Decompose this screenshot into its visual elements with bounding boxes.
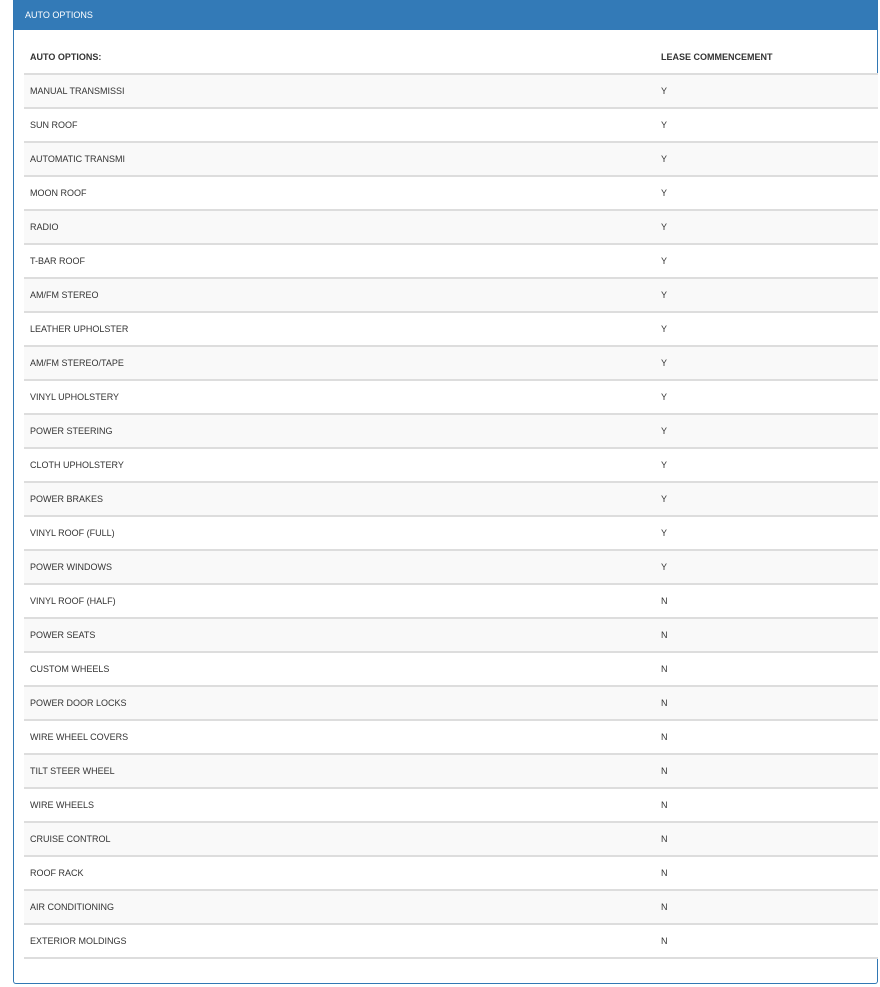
table-row: [24, 924, 878, 958]
table-row: [24, 244, 878, 278]
lease-commencement-cell: N: [655, 584, 878, 618]
lease-commencement-cell: N: [655, 822, 878, 856]
lease-commencement-cell: Y: [655, 108, 878, 142]
option-name-cell: POWER WINDOWS: [24, 550, 655, 584]
table-row: [24, 584, 878, 618]
lease-commencement-cell: N: [655, 856, 878, 890]
lease-commencement-cell: N: [655, 720, 878, 754]
lease-commencement-cell: N: [655, 754, 878, 788]
table-row: [24, 686, 878, 720]
option-name-cell: AM/FM STEREO: [24, 278, 655, 312]
lease-commencement-cell: Y: [655, 74, 878, 108]
table-row: [24, 618, 878, 652]
table-row: [24, 74, 878, 108]
table-row: [24, 142, 878, 176]
lease-commencement-cell: Y: [655, 142, 878, 176]
lease-commencement-cell: Y: [655, 312, 878, 346]
option-name-cell: TILT STEER WHEEL: [24, 754, 655, 788]
table-body: [24, 74, 878, 958]
option-name-cell: AM/FM STEREO/TAPE: [24, 346, 655, 380]
lease-commencement-cell: Y: [655, 482, 878, 516]
lease-commencement-cell: Y: [655, 414, 878, 448]
panel-title: AUTO OPTIONS: [14, 0, 877, 30]
option-name-cell: POWER BRAKES: [24, 482, 655, 516]
option-name-cell: WIRE WHEELS: [24, 788, 655, 822]
option-name-cell: VINYL ROOF (HALF): [24, 584, 655, 618]
table-header-row: [24, 41, 878, 74]
table-row: [24, 720, 878, 754]
lease-commencement-cell: Y: [655, 244, 878, 278]
option-name-cell: EXTERIOR MOLDINGS: [24, 924, 655, 958]
auto-options-panel: [13, 0, 878, 984]
option-name-cell: ROOF RACK: [24, 856, 655, 890]
table-row: [24, 550, 878, 584]
table-row: [24, 176, 878, 210]
auto-options-table: [24, 41, 878, 959]
table-row: [24, 754, 878, 788]
lease-commencement-cell: N: [655, 652, 878, 686]
column-header-lease-commencement: LEASE COMMENCEMENT: [655, 41, 878, 74]
table-row: [24, 210, 878, 244]
table-row: [24, 822, 878, 856]
option-name-cell: POWER STEERING: [24, 414, 655, 448]
lease-commencement-cell: Y: [655, 448, 878, 482]
lease-commencement-cell: N: [655, 618, 878, 652]
lease-commencement-cell: N: [655, 686, 878, 720]
table-row: [24, 482, 878, 516]
table-row: [24, 380, 878, 414]
table-row: [24, 516, 878, 550]
option-name-cell: POWER SEATS: [24, 618, 655, 652]
option-name-cell: MANUAL TRANSMISSI: [24, 74, 655, 108]
option-name-cell: VINYL UPHOLSTERY: [24, 380, 655, 414]
lease-commencement-cell: Y: [655, 210, 878, 244]
option-name-cell: AUTOMATIC TRANSMI: [24, 142, 655, 176]
option-name-cell: MOON ROOF: [24, 176, 655, 210]
lease-commencement-cell: Y: [655, 550, 878, 584]
lease-commencement-cell: Y: [655, 516, 878, 550]
table-row: [24, 346, 878, 380]
lease-commencement-cell: Y: [655, 346, 878, 380]
table-row: [24, 652, 878, 686]
column-header-auto-options: AUTO OPTIONS:: [24, 41, 655, 74]
lease-commencement-cell: Y: [655, 176, 878, 210]
table-row: [24, 278, 878, 312]
option-name-cell: CLOTH UPHOLSTERY: [24, 448, 655, 482]
table-row: [24, 312, 878, 346]
lease-commencement-cell: N: [655, 890, 878, 924]
option-name-cell: WIRE WHEEL COVERS: [24, 720, 655, 754]
option-name-cell: RADIO: [24, 210, 655, 244]
panel-body: [14, 30, 877, 959]
option-name-cell: T-BAR ROOF: [24, 244, 655, 278]
lease-commencement-cell: Y: [655, 380, 878, 414]
option-name-cell: VINYL ROOF (FULL): [24, 516, 655, 550]
table-row: [24, 890, 878, 924]
table-row: [24, 414, 878, 448]
option-name-cell: CUSTOM WHEELS: [24, 652, 655, 686]
table-row: [24, 448, 878, 482]
option-name-cell: CRUISE CONTROL: [24, 822, 655, 856]
table-row: [24, 108, 878, 142]
option-name-cell: AIR CONDITIONING: [24, 890, 655, 924]
lease-commencement-cell: N: [655, 924, 878, 958]
lease-commencement-cell: Y: [655, 278, 878, 312]
table-row: [24, 856, 878, 890]
lease-commencement-cell: N: [655, 788, 878, 822]
option-name-cell: LEATHER UPHOLSTER: [24, 312, 655, 346]
option-name-cell: POWER DOOR LOCKS: [24, 686, 655, 720]
option-name-cell: SUN ROOF: [24, 108, 655, 142]
table-row: [24, 788, 878, 822]
